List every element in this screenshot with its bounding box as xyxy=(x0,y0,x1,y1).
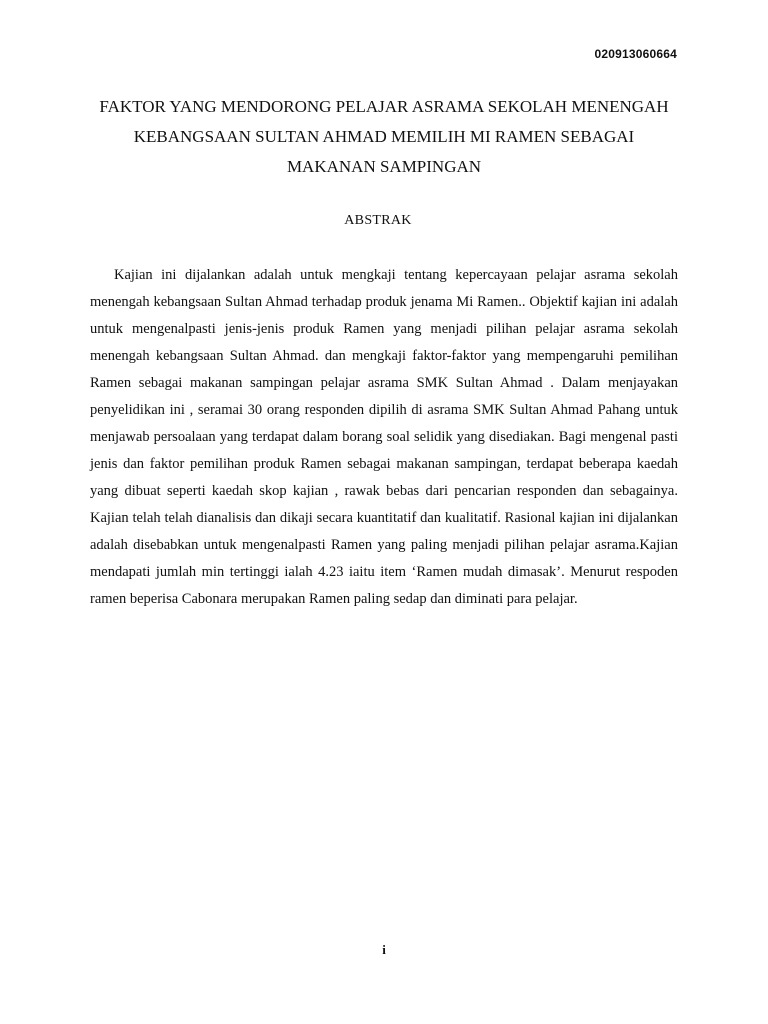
document-title: FAKTOR YANG MENDORONG PELAJAR ASRAMA SEKOLAH MENENGAH KEBANGSAAN SULTAN AHMAD MEMILIH MI RAMEN SEBAGAI MAKANAN SAMPINGAN xyxy=(99,97,669,176)
student-id: 020913060664 xyxy=(594,47,677,61)
page-number: i xyxy=(382,942,386,957)
abstract-body: Kajian ini dijalankan adalah untuk mengkaji tentang kepercayaan pelajar asrama sekolah menengah kebangsaan Sultan Ahmad terhadap produk jenama Mi Ramen.. Objektif kajian ini adalah untuk mengenalpasti jenis-jenis produk Ramen yang menjadi pilihan pelajar asrama sekolah menengah kebangsaan Sultan Ahmad. dan mengkaji faktor-faktor yang mempengaruhi pemilihan Ramen sebagai makanan sampingan pelajar asrama SMK Sultan Ahmad . Dalam menjayakan penyelidikan ini , seramai 30 orang responden dipilih di asrama SMK Sultan Ahmad Pahang untuk menjawab persoalaan yang terdapat dalam borang soal selidik yang disediakan. Bagi mengenal pasti jenis dan faktor pemilihan produk Ramen sebagai makanan sampingan, terdapat beberapa kaedah yang dibuat seperti kaedah skop kajian , rawak bebas dari pencarian responden dan sebagainya. Kajian telah telah dianalisis dan dikaji secara kuantitatif dan kualitatif. Rasional kajian ini dijalankan adalah disebabkan untuk mengenalpasti Ramen yang paling menjadi pilihan pelajar asrama.Kajian mendapati jumlah min tertinggi ialah 4.23 iaitu item ‘Ramen mudah dimasak’. Menurut respoden ramen beperisa Cabonara merupakan Ramen paling sedap dan diminati para pelajar. xyxy=(90,267,678,607)
abstract-heading: ABSTRAK xyxy=(344,213,412,228)
